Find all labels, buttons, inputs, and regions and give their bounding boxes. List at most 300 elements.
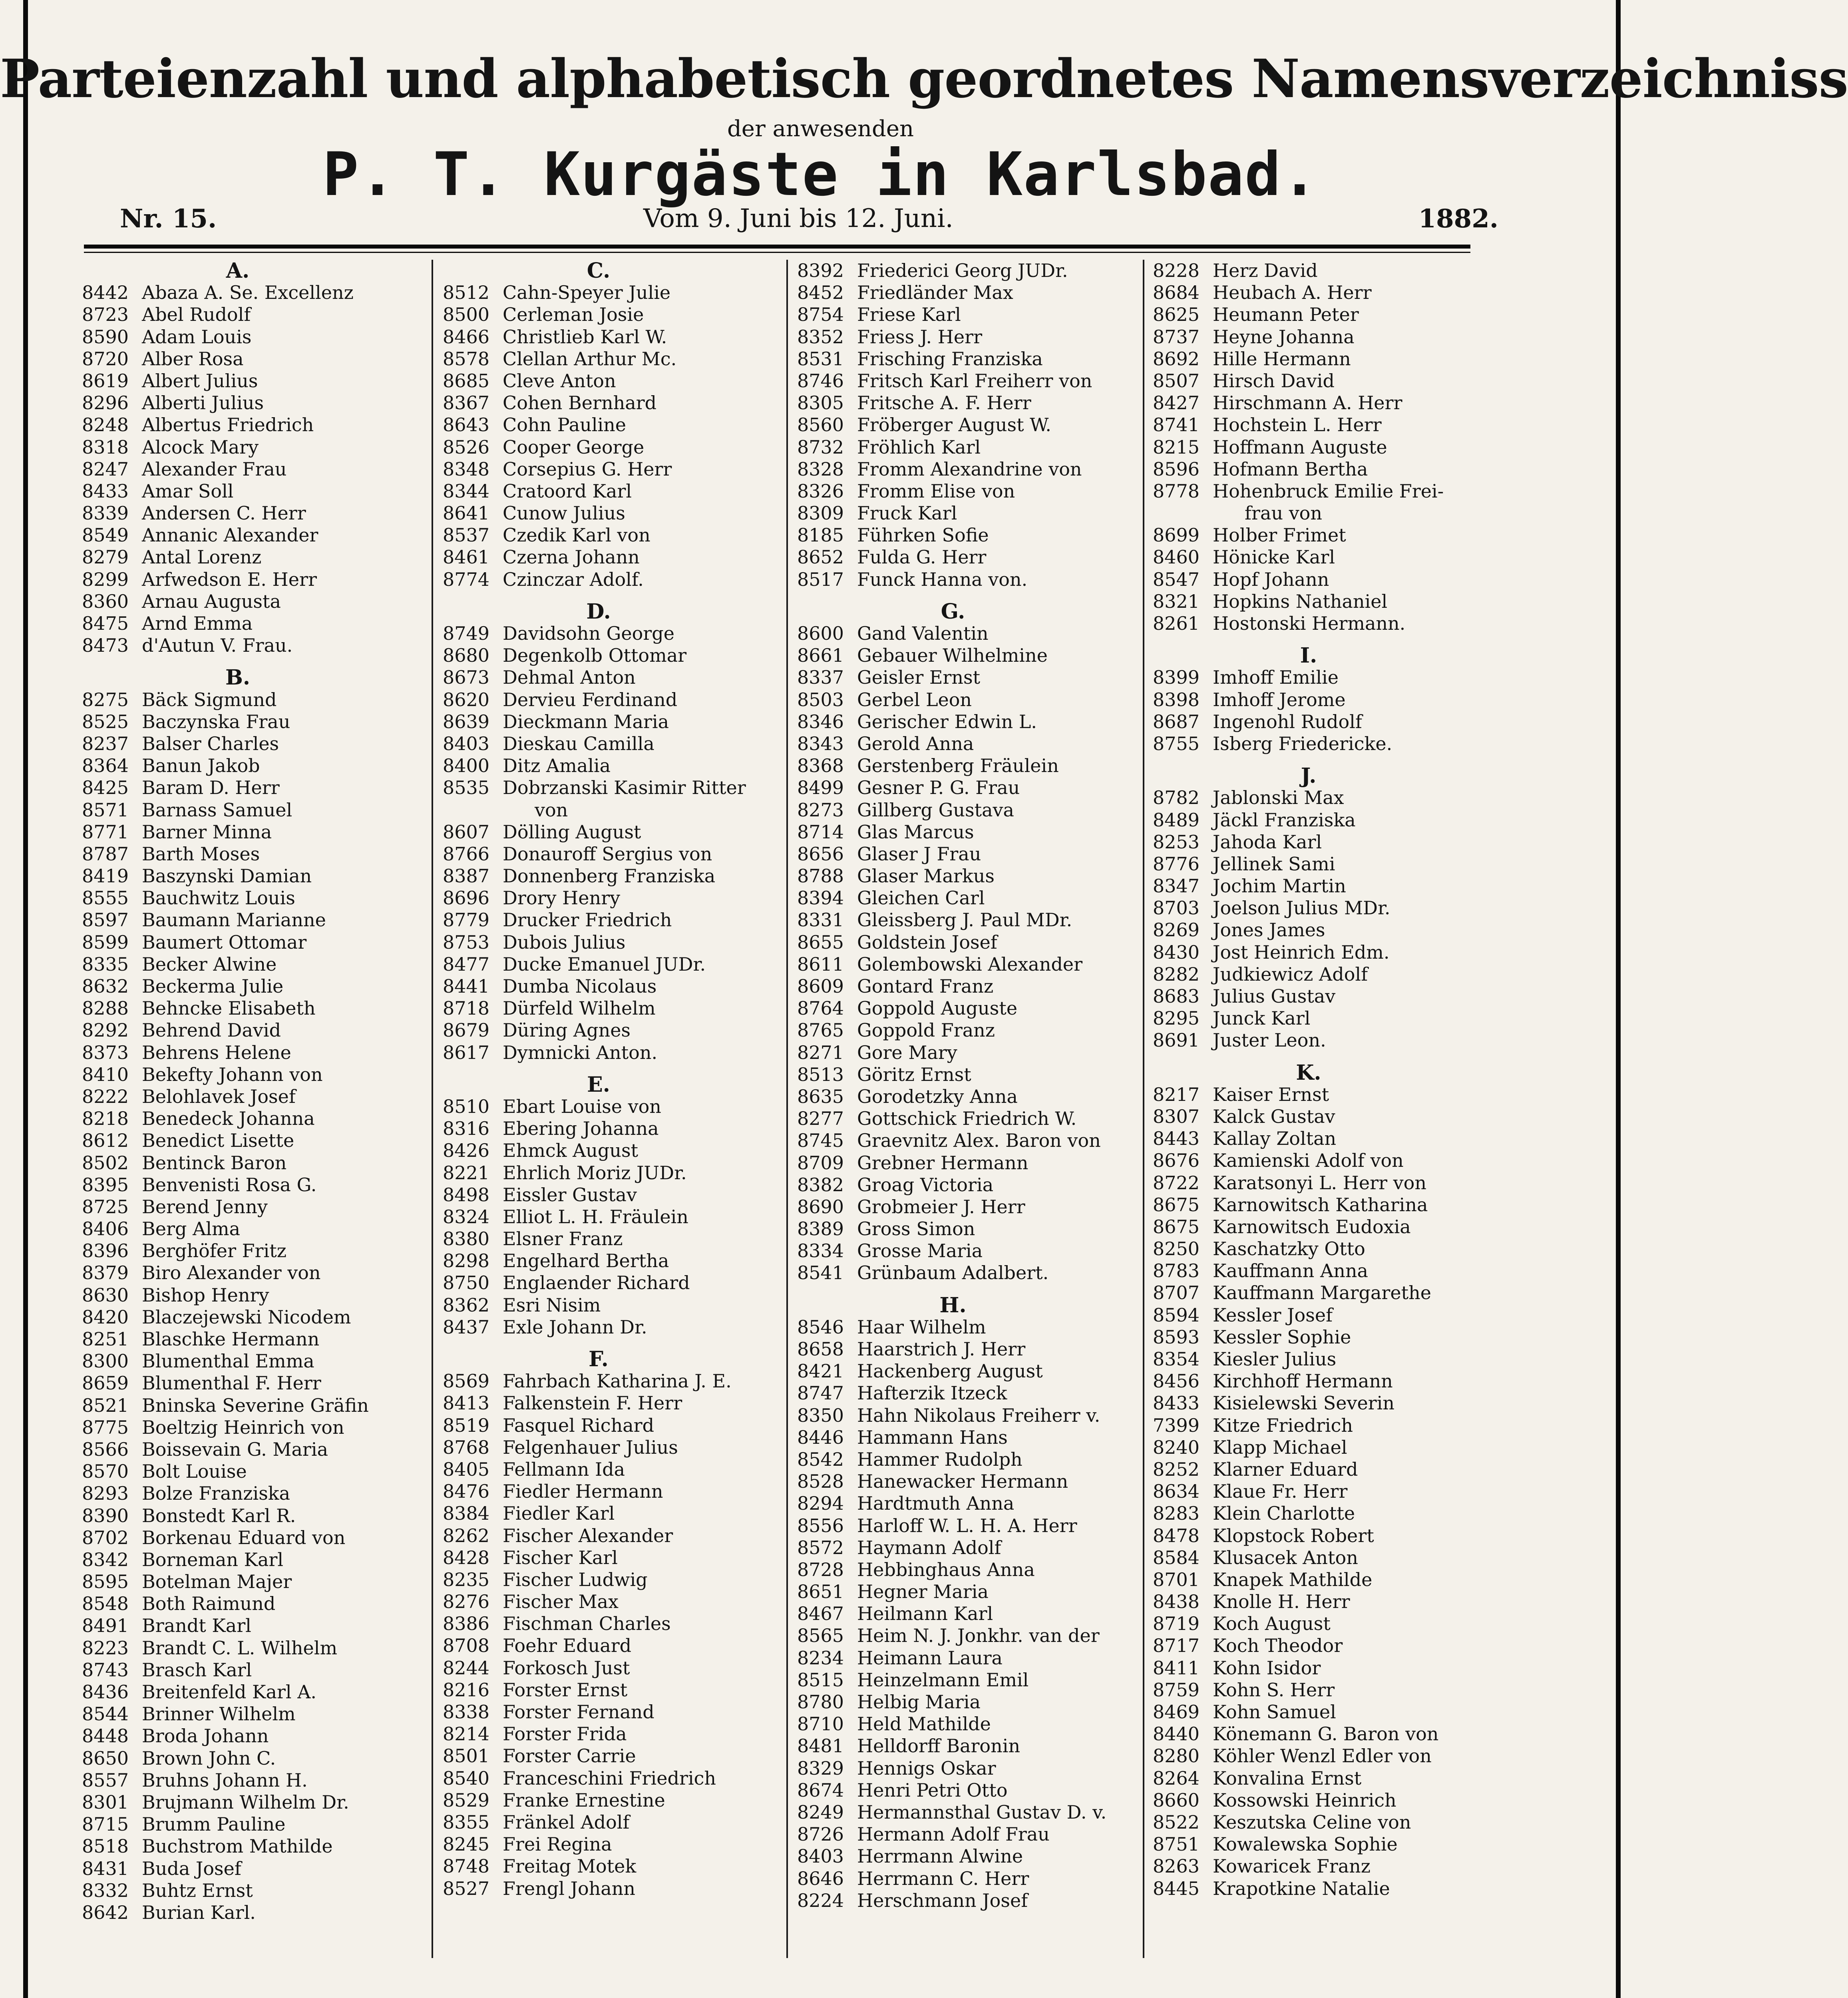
party-number: 8332 [82, 1879, 129, 1901]
guest-name: Fischman Charles [503, 1613, 671, 1635]
guest-entry [797, 370, 1157, 392]
party-number: 8498 [443, 1184, 490, 1206]
guest-entry [443, 348, 802, 370]
guest-entry [443, 1206, 802, 1228]
party-number: 8269 [1153, 919, 1200, 941]
party-number: 8787 [82, 843, 129, 865]
guest-name: Frisching Franziska [857, 348, 1043, 370]
guest-name: Herrmann C. Herr [857, 1867, 1029, 1889]
guest-name: Blumenthal F. Herr [142, 1372, 321, 1394]
guest-entry [797, 865, 1157, 887]
party-number: 8690 [797, 1196, 844, 1218]
guest-name: Fischer Karl [503, 1546, 618, 1568]
section-gap [443, 1338, 802, 1348]
guest-name: Elsner Franz [503, 1228, 623, 1250]
guest-entry [82, 1395, 442, 1417]
guest-entry [82, 1130, 442, 1152]
guest-entry [797, 414, 1157, 436]
guest-entry [797, 1890, 1157, 1912]
guest-name-continuation: frau von [1245, 502, 1322, 524]
guest-entry [1153, 1635, 1512, 1657]
guest-entry [1153, 1415, 1512, 1437]
guest-entry [443, 1019, 802, 1041]
guest-name: Albertus Friedrich [142, 414, 314, 436]
party-number: 8710 [797, 1713, 844, 1735]
guest-entry [797, 997, 1157, 1019]
guest-name: Dieckmann Maria [503, 710, 669, 732]
guest-entry [1153, 436, 1512, 458]
guest-entry [82, 1284, 442, 1306]
guest-entry [1153, 711, 1512, 733]
guest-name: Holber Frimet [1213, 524, 1346, 546]
guest-name: Brinner Wilhelm [142, 1703, 296, 1725]
guest-name: Hohenbruck Emilie Frei- [1213, 480, 1444, 502]
guest-name: Benedeck Johanna [142, 1108, 315, 1130]
guest-entry [797, 711, 1157, 733]
guest-entry [797, 1316, 1157, 1338]
guest-name: Benvenisti Rosa G. [142, 1174, 317, 1196]
guest-name: Friedländer Max [857, 282, 1013, 304]
party-number: 8584 [1153, 1546, 1200, 1568]
guest-entry [82, 591, 442, 613]
party-number: 8478 [1153, 1524, 1200, 1546]
guest-name: Grebner Hermann [857, 1152, 1028, 1174]
guest-name: Hebbinghaus Anna [857, 1558, 1035, 1580]
guest-name: Gore Mary [857, 1041, 957, 1063]
guest-name: Bonstedt Karl R. [142, 1504, 296, 1526]
party-number: 8305 [797, 392, 844, 414]
guest-entry [797, 1262, 1157, 1284]
party-number: 8743 [82, 1659, 129, 1681]
guest-name: Czinczar Adolf. [503, 568, 644, 590]
guest-entry [82, 1417, 442, 1439]
guest-name: Gerbel Leon [857, 689, 972, 710]
guest-entry [797, 733, 1157, 755]
guest-entry [797, 480, 1157, 502]
guest-entry [1153, 667, 1512, 689]
party-number: 8753 [443, 931, 490, 953]
party-number: 8660 [1153, 1789, 1200, 1811]
guest-name: Karatsonyi L. Herr von [1213, 1172, 1426, 1194]
party-number: 8632 [82, 975, 129, 997]
party-number: 8467 [797, 1603, 844, 1625]
guest-entry [1153, 689, 1512, 711]
guest-entry [443, 1878, 802, 1900]
guest-name: Gerold Anna [857, 732, 974, 754]
guest-name: Gross Simon [857, 1218, 975, 1240]
guest-name: Gottschick Friedrich W. [857, 1108, 1077, 1130]
guest-name: Amar Soll [142, 480, 234, 502]
guest-entry [82, 931, 442, 953]
guest-name: Hofmann Bertha [1213, 458, 1368, 480]
party-number: 8703 [1153, 897, 1200, 919]
guest-entry [1153, 326, 1512, 348]
guest-entry [443, 546, 802, 568]
guest-entry [443, 1392, 802, 1414]
guest-entry [797, 909, 1157, 931]
guest-name: Gleichen Carl [857, 887, 985, 909]
guest-name: Balser Charles [142, 732, 279, 754]
party-number: 8400 [443, 755, 490, 777]
page-subtitle: der anwesenden [727, 116, 914, 142]
guest-name: Koch Theodor [1213, 1635, 1343, 1657]
guest-entry [797, 392, 1157, 414]
guest-entry [1153, 1459, 1512, 1481]
party-number: 8565 [797, 1625, 844, 1647]
guest-entry [1153, 733, 1512, 755]
guest-entry [82, 1902, 442, 1924]
party-number: 8639 [443, 710, 490, 732]
guest-entry [443, 1272, 802, 1294]
guest-entry [443, 480, 802, 502]
guest-entry [1153, 1194, 1512, 1216]
party-number: 8750 [443, 1272, 490, 1294]
guest-name: Gontard Franz [857, 975, 994, 997]
guest-entry [82, 546, 442, 568]
name-column-3 [797, 260, 1157, 1912]
guest-name: Baumann Marianne [142, 909, 326, 931]
guest-entry [1153, 591, 1512, 613]
guest-name: Dymnicki Anton. [503, 1041, 658, 1063]
party-number: 8779 [443, 909, 490, 931]
party-number: 8379 [82, 1262, 129, 1284]
party-number: 8661 [797, 645, 844, 667]
guest-entry [797, 1086, 1157, 1108]
party-number: 8650 [82, 1747, 129, 1769]
guest-entry [797, 1493, 1157, 1514]
guest-name: Burian Karl. [142, 1901, 256, 1923]
guest-name: Keszutska Celine von [1213, 1811, 1411, 1833]
guest-entry [82, 1681, 442, 1703]
party-number: 8261 [1153, 613, 1200, 634]
guest-entry [443, 1118, 802, 1140]
guest-name: Henri Petri Otto [857, 1779, 1008, 1801]
party-number: 8544 [82, 1703, 129, 1725]
guest-name: Cohn Pauline [503, 414, 626, 436]
guest-entry [797, 1779, 1157, 1801]
section-gap [1153, 1052, 1512, 1062]
party-number: 8352 [797, 326, 844, 348]
guest-name: Jellinek Sami [1213, 853, 1335, 875]
guest-entry [1153, 875, 1512, 897]
party-number: 8452 [797, 282, 844, 304]
party-number: 8518 [82, 1835, 129, 1857]
guest-name: Heimann Laura [857, 1647, 1003, 1669]
guest-entry [1153, 1657, 1512, 1679]
guest-entry [443, 1569, 802, 1591]
guest-entry [1153, 1481, 1512, 1502]
guest-entry [1153, 1701, 1512, 1723]
party-number: 8244 [443, 1657, 490, 1679]
party-number: 8722 [1153, 1172, 1200, 1194]
guest-name: Helbig Maria [857, 1691, 981, 1713]
guest-name: Fritsche A. F. Herr [857, 392, 1031, 414]
guest-entry [1153, 1437, 1512, 1459]
party-number: 8765 [797, 1019, 844, 1041]
party-number: 8344 [443, 480, 490, 502]
letter-heading: H. [939, 1293, 967, 1317]
guest-entry [1153, 787, 1512, 809]
guest-entry [443, 1096, 802, 1118]
guest-entry [1153, 853, 1512, 875]
page-title: Parteienzahl und alphabetisch geordnetes Namensverzeichniss [0, 48, 1848, 110]
party-number: 8283 [1153, 1502, 1200, 1524]
party-number: 8745 [797, 1130, 844, 1152]
guest-entry [797, 821, 1157, 843]
party-number: 8326 [797, 480, 844, 502]
party-number: 8228 [1153, 260, 1200, 281]
guest-name: Göritz Ernst [857, 1063, 971, 1085]
guest-entry [82, 1218, 442, 1240]
guest-name: Gillberg Gustava [857, 799, 1014, 821]
guest-entry [82, 953, 442, 975]
party-number: 8433 [82, 480, 129, 502]
guest-entry [443, 1679, 802, 1701]
guest-entry [82, 1659, 442, 1681]
guest-name: Jochim Martin [1213, 875, 1346, 897]
guest-entry [82, 1703, 442, 1725]
guest-entry [82, 1593, 442, 1615]
party-number: 8433 [1153, 1392, 1200, 1414]
guest-name: Fröhlich Karl [857, 436, 981, 458]
guest-entry [82, 1835, 442, 1857]
guest-name: Buhtz Ernst [142, 1879, 253, 1901]
guest-name: Ehmck August [503, 1140, 639, 1162]
guest-name: Hafterzik Itzeck [857, 1382, 1007, 1404]
party-number: 8419 [82, 865, 129, 887]
party-number: 8600 [797, 623, 844, 644]
party-number: 8234 [797, 1647, 844, 1669]
guest-entry [443, 755, 802, 777]
guest-entry [443, 623, 802, 645]
guest-name: Klarner Eduard [1213, 1458, 1358, 1480]
guest-name: Dubois Julius [503, 931, 626, 953]
guest-entry [1153, 1591, 1512, 1613]
guest-entry [443, 1701, 802, 1723]
guest-name: Krapotkine Natalie [1213, 1877, 1390, 1899]
party-number: 8273 [797, 799, 844, 821]
party-number: 8630 [82, 1284, 129, 1306]
party-number: 8335 [82, 953, 129, 975]
guest-name: Behrens Helene [142, 1041, 291, 1063]
party-number: 8658 [797, 1338, 844, 1360]
guest-name: Judkiewicz Adolf [1213, 963, 1368, 985]
guest-entry [443, 1437, 802, 1459]
party-number: 8405 [443, 1458, 490, 1480]
guest-name: Dölling August [503, 821, 641, 843]
party-number: 8701 [1153, 1568, 1200, 1590]
guest-entry [82, 1372, 442, 1394]
guest-name: Brujmann Wilhelm Dr. [142, 1791, 349, 1813]
guest-entry [797, 1130, 1157, 1152]
guest-entry [82, 843, 442, 865]
party-number: 8788 [797, 865, 844, 887]
guest-name: Banun Jakob [142, 755, 260, 777]
section-gap [1153, 635, 1512, 645]
party-number: 8245 [443, 1833, 490, 1855]
party-number: 8634 [1153, 1481, 1200, 1502]
party-number: 8249 [797, 1801, 844, 1823]
guest-entry [443, 392, 802, 414]
guest-name: Heyne Johanna [1213, 326, 1355, 348]
guest-name: Baram D. Herr [142, 777, 280, 799]
guest-entry [797, 546, 1157, 568]
party-number: 8569 [443, 1370, 490, 1392]
guest-entry [797, 755, 1157, 777]
party-number: 8702 [82, 1526, 129, 1548]
guest-entry [797, 1218, 1157, 1240]
guest-entry [82, 1064, 442, 1086]
guest-name: Gesner P. G. Frau [857, 777, 1020, 799]
party-number: 8250 [1153, 1238, 1200, 1260]
guest-name: Abel Rudolf [142, 304, 251, 326]
party-number: 8522 [1153, 1811, 1200, 1833]
party-number: 8466 [443, 326, 490, 348]
guest-name: Hennigs Oskar [857, 1757, 996, 1779]
guest-name: Glaser J Frau [857, 843, 981, 865]
section-gap [443, 1064, 802, 1074]
guest-entry [443, 1767, 802, 1789]
party-number: 8535 [443, 777, 490, 799]
guest-name: Hönicke Karl [1213, 546, 1335, 568]
guest-name: Hammann Hans [857, 1426, 1008, 1448]
guest-entry [797, 1845, 1157, 1867]
party-number: 8491 [82, 1615, 129, 1637]
party-number: 8329 [797, 1757, 844, 1779]
party-number: 8430 [1153, 941, 1200, 963]
guest-entry [1153, 1547, 1512, 1569]
party-number: 8560 [797, 414, 844, 436]
guest-entry [443, 304, 802, 326]
guest-entry [1153, 1613, 1512, 1635]
guest-name: Hirsch David [1213, 370, 1335, 392]
party-number: 8683 [1153, 985, 1200, 1007]
party-number: 8360 [82, 590, 129, 612]
guest-name: Broda Johann [142, 1725, 269, 1747]
party-number: 8235 [443, 1568, 490, 1590]
party-number: 8696 [443, 887, 490, 909]
issue-line [84, 204, 1498, 236]
guest-name: Dumba Nicolaus [503, 975, 657, 997]
party-number: 8441 [443, 975, 490, 997]
guest-name: Baumert Ottomar [142, 931, 307, 953]
guest-entry [797, 1537, 1157, 1559]
guest-entry [82, 370, 442, 392]
party-number: 8607 [443, 821, 490, 843]
guest-name: Kauffmann Margarethe [1213, 1282, 1431, 1304]
guest-entry [82, 1439, 442, 1461]
guest-name: Klusacek Anton [1213, 1546, 1358, 1568]
letter-heading: G. [941, 599, 965, 624]
party-number: 8728 [797, 1558, 844, 1580]
guest-entry [797, 1240, 1157, 1262]
guest-name: Fiedler Hermann [503, 1481, 663, 1502]
party-number: 8438 [1153, 1591, 1200, 1613]
letter-heading: E. [587, 1072, 610, 1097]
guest-entry [797, 502, 1157, 524]
guest-entry [443, 975, 802, 997]
guest-name: Kessler Josef [1213, 1304, 1333, 1326]
guest-name: Beckerma Julie [142, 975, 284, 997]
guest-entry [82, 1571, 442, 1593]
party-number: 8540 [443, 1767, 490, 1789]
party-number: 8448 [82, 1725, 129, 1747]
party-number: 8780 [797, 1691, 844, 1713]
guest-entry [1153, 1282, 1512, 1304]
guest-name: Dervieu Ferdinand [503, 689, 678, 710]
guest-entry [82, 1725, 442, 1747]
guest-entry [797, 1338, 1157, 1360]
guest-entry [797, 1152, 1157, 1174]
party-number: 8599 [82, 931, 129, 953]
guest-entry [797, 436, 1157, 458]
guest-name: Both Raimund [142, 1593, 276, 1615]
guest-name: Drucker Friedrich [503, 909, 672, 931]
guest-name: Hackenberg August [857, 1360, 1043, 1382]
guest-name: Friese Karl [857, 304, 961, 326]
guest-entry [82, 1262, 442, 1284]
party-number: 8707 [1153, 1282, 1200, 1304]
party-number: 8720 [82, 348, 129, 370]
guest-name: Klein Charlotte [1213, 1502, 1355, 1524]
party-number: 8680 [443, 645, 490, 667]
party-number: 8380 [443, 1228, 490, 1250]
party-number: 8248 [82, 414, 129, 436]
guest-entry [1153, 569, 1512, 591]
party-number: 8282 [1153, 963, 1200, 985]
guest-entry [443, 887, 802, 909]
guest-name: Dehmal Anton [503, 667, 636, 689]
guest-entry [1153, 613, 1512, 635]
party-number: 8299 [82, 568, 129, 590]
party-number: 8515 [797, 1669, 844, 1691]
guest-entry [82, 480, 442, 502]
party-number: 8214 [443, 1723, 490, 1745]
party-number: 8421 [797, 1360, 844, 1382]
party-number: 8426 [443, 1140, 490, 1162]
guest-name: Herschmann Josef [857, 1889, 1028, 1911]
guest-entry [1153, 546, 1512, 568]
guest-name: Hammer Rudolph [857, 1448, 1022, 1470]
guest-entry [797, 304, 1157, 326]
party-number: 8531 [797, 348, 844, 370]
party-number: 8517 [797, 568, 844, 590]
guest-entry [443, 414, 802, 436]
guest-name: Bolze Franziska [142, 1483, 290, 1504]
guest-entry [82, 1306, 442, 1328]
guest-name: d'Autun V. Frau. [142, 635, 293, 657]
guest-entry [82, 613, 442, 635]
guest-name: Fellmann Ida [503, 1458, 625, 1480]
party-number: 8334 [797, 1240, 844, 1262]
guest-name: Heumann Peter [1213, 304, 1359, 326]
party-number: 8528 [797, 1471, 844, 1493]
guest-name: Annanic Alexander [142, 524, 318, 546]
guest-name: Brandt C. L. Wilhelm [142, 1637, 338, 1659]
guest-entry [443, 1635, 802, 1657]
party-number: 8611 [797, 953, 844, 975]
guest-entry [797, 1647, 1157, 1669]
party-number: 8425 [82, 777, 129, 799]
guest-entry [797, 1064, 1157, 1086]
party-number: 8557 [82, 1769, 129, 1791]
guest-name: Haar Wilhelm [857, 1316, 986, 1338]
party-number: 8749 [443, 623, 490, 644]
guest-name: Blumenthal Emma [142, 1350, 314, 1372]
guest-entry [82, 282, 442, 304]
guest-entry [1153, 370, 1512, 392]
party-number: 8262 [443, 1524, 490, 1546]
